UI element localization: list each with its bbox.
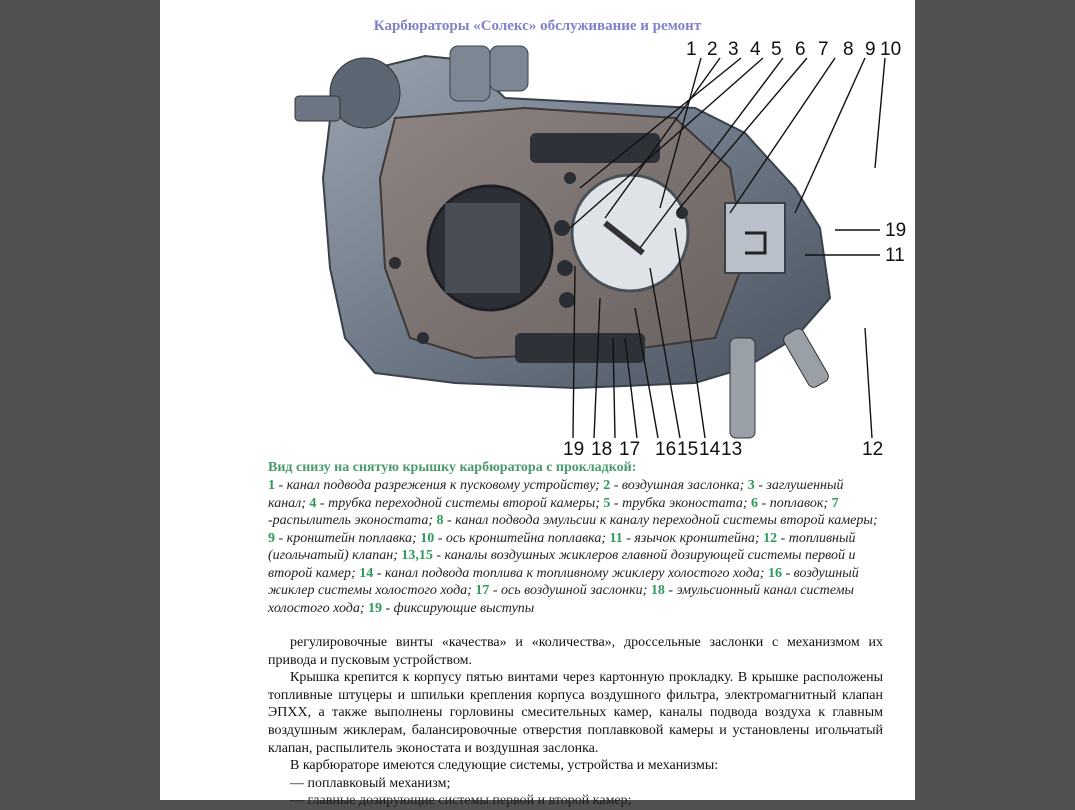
legend-item: 14 - канал подвода топлива к топливному жиклеру холостого хода;	[359, 565, 765, 581]
label-3: 3	[728, 39, 739, 60]
label-19-right: 19	[885, 220, 907, 241]
legend-item: 3 - заглушенный канал;	[268, 478, 844, 511]
legend-item: 10 - ось кронштейна поплавка;	[420, 530, 607, 546]
figure-labels-overlay	[275, 38, 915, 458]
label-18: 18	[591, 439, 613, 460]
label-14: 14	[699, 439, 721, 460]
legend-item: 4 - трубка переходной системы второй камеры;	[309, 495, 600, 511]
document-page	[160, 0, 915, 809]
label-13: 13	[721, 439, 743, 460]
label-8: 8	[843, 39, 854, 60]
label-17: 17	[619, 439, 641, 460]
legend-item: 19 - фиксирующие выступы	[368, 600, 535, 616]
figure-caption-heading: Вид снизу на снятую крышку карбюратора с прокладкой:	[268, 460, 637, 475]
label-11: 11	[885, 245, 905, 266]
label-2: 2	[707, 39, 718, 60]
list-item-2: — главные дозирующие системы первой и второй камер;	[290, 793, 632, 809]
legend-item: 1 - канал подвода разрежения к пусковому устройству;	[268, 478, 600, 493]
paragraph-3: В карбюраторе имеются следующие системы, устройства и механизмы:	[290, 758, 719, 774]
body-text	[268, 634, 883, 810]
legend-item: 17 - ось воздушной заслонки;	[475, 583, 648, 598]
label-12: 12	[862, 439, 884, 460]
document-title: Карбюраторы «Солекс» обслуживание и ремонт	[373, 18, 702, 34]
label-6: 6	[795, 39, 806, 60]
label-19-bottom: 19	[563, 439, 585, 460]
legend-item: 16 - воздушный жиклер системы холостого хода;	[268, 565, 859, 598]
label-5: 5	[771, 39, 782, 60]
legend-item: 9 - кронштейн поплавка;	[268, 530, 417, 546]
label-4: 4	[750, 39, 761, 60]
label-1: 1	[686, 39, 697, 60]
paragraph-1: регулировочные винты «качества» и «количества», дроссельные заслонки с механизмом их привода и пусковым устройством.	[268, 635, 883, 668]
label-10: 10	[880, 39, 902, 60]
legend-item: 5 - трубка эконостата;	[603, 495, 748, 511]
label-16: 16	[655, 439, 677, 460]
label-9: 9	[865, 39, 876, 60]
legend-item: 7 -распылитель эконостата;	[268, 495, 839, 528]
label-7: 7	[818, 39, 829, 60]
legend-item: 18 - эмульсионный канал системы холостого хода;	[268, 583, 855, 616]
legend-item: 6 - поплавок;	[751, 495, 829, 511]
legend-item: 11 - язычок кронштейна;	[609, 530, 760, 546]
list-item-1: — поплавковый механизм;	[290, 775, 451, 791]
figure-legend	[268, 477, 883, 617]
paragraph-2: Крышка крепится к корпусу пятью винтами через картонную прокладку. В крышке расположены топливные штуцеры и шпильки крепления корпуса воздушного фильтра, электромагнитный клапан ЭПХХ, а также выполнены горловины смесительных камер, каналы подвода воздуха к главным воздушным жиклерам, балансировочные отверстия поплавковой камеры и установлены игольчатый клапан, распылитель эконостата и воздушная заслонка.	[268, 670, 883, 756]
legend-item: 2 - воздушная заслонка;	[603, 478, 745, 493]
legend-item: 12 - топливный (игольчатый) клапан;	[268, 530, 856, 563]
legend-item: 13,15 - каналы воздушных жиклеров главной дозирующей системы первой и второй камер;	[268, 548, 856, 581]
label-15: 15	[677, 439, 699, 460]
legend-item: 8 - канал подвода эмульсии к каналу переходной системы второй камеры;	[436, 513, 878, 528]
